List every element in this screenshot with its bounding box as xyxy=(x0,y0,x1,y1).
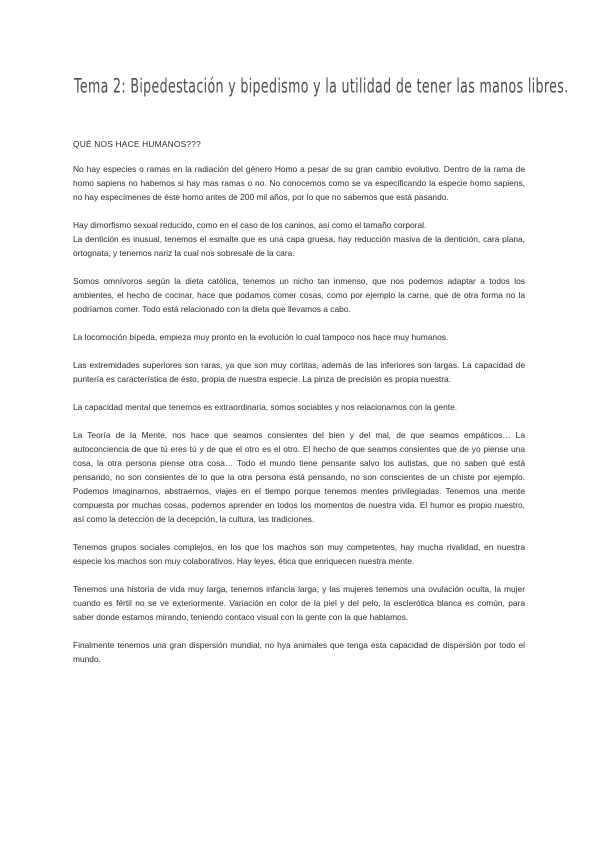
paragraph: Hay dimorfismo sexual reducido, como en el caso de los caninos, así como el tamaño corporal. xyxy=(73,220,427,230)
paragraph: Somos omnívoros según la dieta católica, tenemos un nicho tan inmenso, que nos podemos adaptar a todos los ambientes, el hecho de cocinar, hace que podamos comer cosas, como por ejemplo la carne, que de otra forma no la podríamos comer. Todo está relacionado con la dieta que llevamos a cabo. xyxy=(73,276,525,314)
paragraph: Tenemos una historia de vida muy larga, tenemos infancia larga, y las mujeres tenemos una ovulación oculta, la mujer cuando es fértil no se ve exteriormente. Variación en color de la piel y del pelo, la esclerótica blanca es común, para saber donde estamos mirando, teniendo contaco visual con la gente con la que hablamos. xyxy=(73,584,525,622)
document-body xyxy=(73,137,525,680)
paragraph: La Teoría de la Mente, nos hace que seamos consientes del bien y del mal, de que seamos empáticos… La autoconciencia de que tú eres tú y de que el otro es el otro. El hecho de que seamos consientes que de yo piense una cosa, la otra persona piense otra cosa… Todo el mundo tiene pensante salvo los autistas, que no saben qué está pensando, no son consientes de lo que la otra persona está pensando, no son conscientes de un chiste por ejemplo. Podemos imaginarnos, abstraernos, viajes en el tiempo porque tenemos mentes privilegiadas. Tenemos una mente compuesta por muchas cosas, podemos aprender en todos los momentos de nuestra vida. El humor es propio nuestro, así como la detección de la decepción, la cultura, las tradiciones. xyxy=(73,430,525,524)
section-heading: QUÉ NOS HACE HUMANOS??? xyxy=(73,139,201,149)
document-title: Tema 2: Bipedestación y bipedismo y la utilidad de tener las manos libres. xyxy=(74,74,569,98)
paragraph: La locomoción bípeda, empieza muy pronto en la evolución lo cual tampoco nos hace muy humanos. xyxy=(73,332,449,342)
paragraph: No hay especies o ramas en la radiación del género Homo a pesar de su gran cambio evolutivo. Dentro de la rama de homo sapiens no habemos si hay mas ramas o no. No conocemos como se va especificando la especie homo sapiens, no hay especímenes de éste homo antes de 200 mil años, por lo que no sabemos que está pasando. xyxy=(73,164,525,202)
paragraph: Finalmente tenemos una gran dispersión mundial, no hya animales que tenga esta capacidad de dispersión por todo el mundo. xyxy=(73,640,525,664)
paragraph: Tenemos grupos sociales complejos, en los que los machos son muy competentes, hay mucha rivalidad, en nuestra especie los machos son muy colaborativos. Hay leyes, ética que enriquecen nuestra mente. xyxy=(73,542,525,566)
paragraph: Las extremidades superiores son raras, ya que son muy cortitas, además de las inferiores son largas. La capacidad de puntería es característica de ésto, propia de nuestra especie. La pinza de precisión es propia nuestra. xyxy=(73,360,525,384)
paragraph: La dentición es inusual, tenemos el esmalte que es una capa gruesa, hay reducción masiva de la dentición, cara plana, ortognata, y tenemos nariz la cual nos sobresale de la cara. xyxy=(73,234,525,258)
paragraph: La capacidad mental que tenemos es extraordinaria, somos sociables y nos relacionamos con la gente. xyxy=(73,402,458,412)
